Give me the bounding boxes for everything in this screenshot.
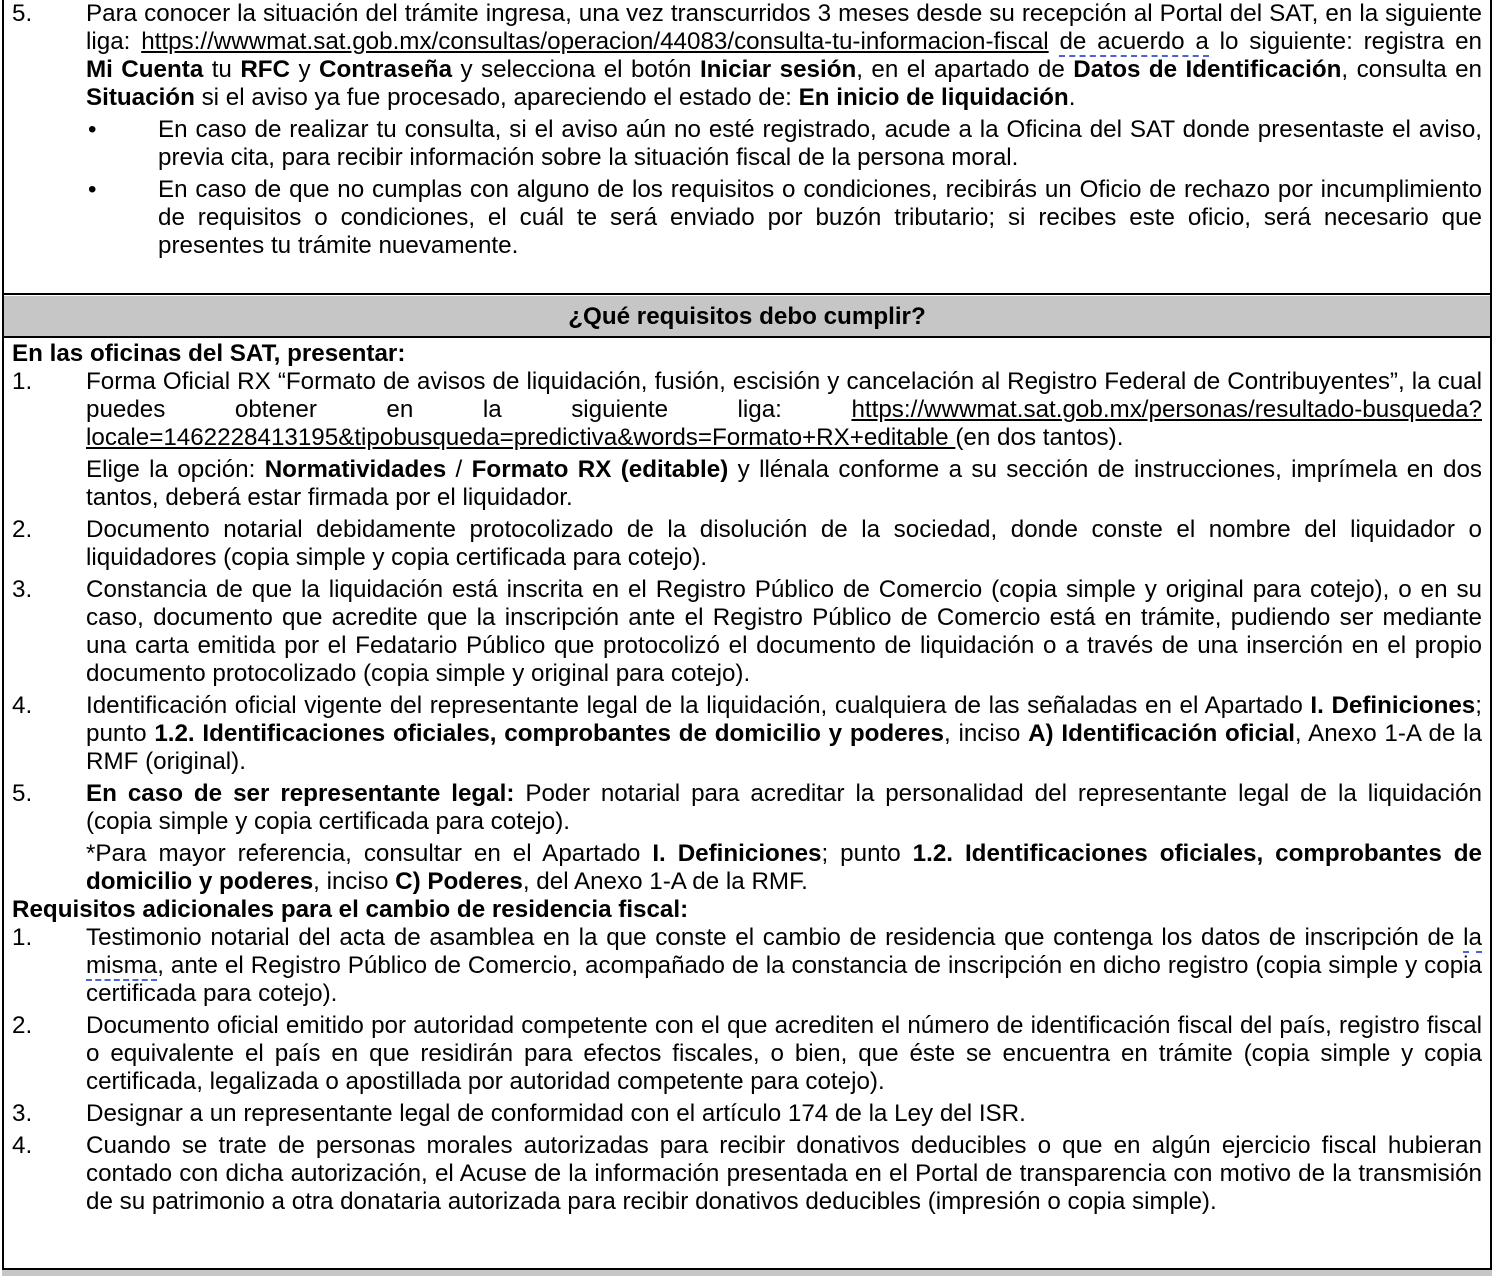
item-number: 3.	[12, 576, 33, 603]
list-item: 1. Forma Oficial RX “Formato de avisos de liquidación, fusión, escisión y cancelación al Registro Federal de Contribuyentes”, la cual puedes obtener en la siguiente liga: https://wwwmat.sat.gob.mx/personas/resultado-busqueda?locale=1462228413195&tipobusqueda=predictiva&words=Formato+RX+editable (en dos tantos).	[12, 368, 1482, 451]
bullet-item: • En caso de que no cumplas con alguno de los requisitos o condiciones, recibirás un Oficio de rechazo por incumplimiento de requisitos o condiciones, el cuál te será enviado por buzón tributario; si recibes este oficio, será necesario que presentes tu trámite nuevamente.	[88, 176, 1482, 259]
list-item: 2. Documento oficial emitido por autoridad competente con el que acrediten el número de identificación fiscal del país, registro fiscal o equivalente el país en que residirán para efectos fiscales, o bien, que éste se encuentra en trámite (copia simple y copia certificada, legalizada o apostillada por autoridad competente para cotejo).	[12, 1012, 1482, 1095]
list-item: 3. Constancia de que la liquidación está inscrita en el Registro Público de Comercio (copia simple y original para cotejo), o en su caso, documento que acredite que la inscripción ante el Registro Público de Comercio está en trámite, pudiendo ser mediante una carta emitida por el Fedatario Público que protocolizó el documento de liquidación o a través de una inserción en el propio documento protocolizado (copia simple y original para cotejo).	[12, 576, 1482, 687]
consulta-section	[4, 0, 1490, 295]
list-item: 4. Identificación oficial vigente del representante legal de la liquidación, cualquiera de las señaladas en el Apartado I. Definiciones; punto 1.2. Identificaciones oficiales, comprobantes de domicilio y poderes, inciso A) Identificación oficial, Anexo 1-A de la RMF (original).	[12, 692, 1483, 775]
section-header: ¿Qué requisitos debo cumplir?	[4, 296, 1490, 338]
item-number: 3.	[12, 1100, 33, 1127]
item-number: 2.	[12, 516, 33, 543]
list-item: 1. Testimonio notarial del acta de asamblea en la que conste el cambio de residencia que contenga los datos de inscripción de la misma, ante el Registro Público de Comercio, acompañado de la constancia de inscripción en dicho registro (copia simple y copia certificada para cotejo).	[12, 924, 1482, 1007]
item-number: 1.	[12, 368, 33, 395]
item-number: 4.	[12, 1132, 33, 1159]
formato-rx-link[interactable]: https://wwwmat.sat.gob.mx/personas/resultado-busqueda?locale=1462228413195&tipobusqueda=predictiva&words=Formato+RX+editable	[86, 396, 1482, 451]
list-item: 4. Cuando se trate de personas morales autorizadas para recibir donativos deducibles o que en algún ejercicio fiscal hubieran contado con dicha autorización, el Acuse de la información presentada en el Portal de transparencia con motivo de la transmisión de su patrimonio a otra donataria autorizada para recibir donativos deducibles (impresión o copia simple).	[12, 1132, 1482, 1215]
item-note: Elige la opción: Normatividades / Formato RX (editable) y llénala conforme a su sección de instrucciones, imprímela en dos tantos, deberá estar firmada por el liquidador.	[86, 456, 1482, 511]
item-number: 5.	[12, 0, 33, 27]
list-item: 2. Documento notarial debidamente protocolizado de la disolución de la sociedad, donde conste el nombre del liquidador o liquidadores (copia simple y copia certificada para cotejo).	[12, 516, 1482, 571]
list-item: 5. Para conocer la situación del trámite ingresa, una vez transcurridos 3 meses desde su recepción al Portal del SAT, en la siguiente liga: https://wwwmat.sat.gob.mx/consultas/operacion/44083/consulta-tu-informacion-fiscal de acuerdo a lo siguiente: registra en Mi Cuenta tu RFC y Contraseña y selecciona el botón Iniciar sesión, en el apartado de Datos de Identificación, consulta en Situación si el aviso ya fue procesado, apareciendo el estado de: En inicio de liquidación.	[12, 0, 1482, 111]
next-section-bar	[2, 1268, 1492, 1276]
bullet-icon: •	[88, 116, 97, 143]
item-number: 4.	[12, 692, 33, 719]
section-heading: En las oficinas del SAT, presentar:	[12, 340, 406, 367]
consulta-link[interactable]: https://wwwmat.sat.gob.mx/consultas/operacion/44083/consulta-tu-informacion-fiscal	[141, 28, 1049, 55]
requisitos-section	[4, 340, 1490, 1216]
list-item: 3. Designar a un representante legal de conformidad con el artículo 174 de la Ley del ISR.	[12, 1100, 1026, 1127]
list-item: 5. En caso de ser representante legal: Poder notarial para acreditar la personalidad del representante legal de la liquidación (copia simple y copia certificada para cotejo).	[12, 780, 1482, 835]
spellcheck-mark: la misma	[86, 924, 1482, 979]
item-number: 1.	[12, 924, 33, 951]
section-heading: Requisitos adicionales para el cambio de residencia fiscal:	[12, 896, 689, 923]
bullet-item: • En caso de realizar tu consulta, si el aviso aún no esté registrado, acude a la Oficina del SAT donde presentaste el aviso, previa cita, para recibir información sobre la situación fiscal de la persona moral.	[88, 116, 1482, 171]
item-note: *Para mayor referencia, consultar en el Apartado I. Definiciones; punto 1.2. Identificaciones oficiales, comprobantes de domicilio y poderes, inciso C) Poderes, del Anexo 1-A de la RMF.	[86, 840, 1482, 895]
item-number: 5.	[12, 780, 33, 807]
item-number: 2.	[12, 1012, 33, 1039]
bullet-icon: •	[88, 176, 97, 203]
spellcheck-mark: de acuerdo a	[1059, 28, 1209, 55]
